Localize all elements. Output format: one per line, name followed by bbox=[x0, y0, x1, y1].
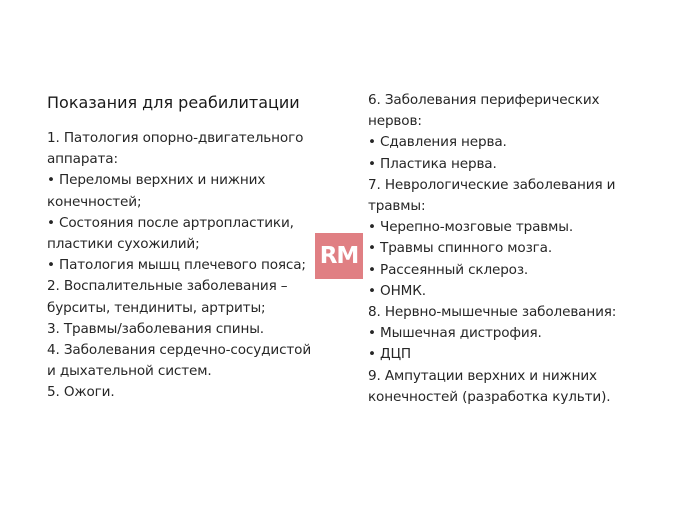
text-line: конечностей; bbox=[47, 193, 142, 210]
text-line: • Черепно-мозговые травмы. bbox=[368, 219, 573, 236]
text-line: и дыхательной систем. bbox=[47, 363, 212, 380]
right-column bbox=[368, 90, 658, 408]
text-line: нервов: bbox=[368, 113, 422, 130]
text-line: 5. Ожоги. bbox=[47, 384, 115, 401]
text-line: • Переломы верхних и нижних bbox=[47, 172, 266, 189]
text-line: травмы: bbox=[368, 198, 426, 215]
text-line: • Сдавления нерва. bbox=[368, 134, 507, 151]
text-line: • Рассеянный склероз. bbox=[368, 261, 529, 278]
watermark-logo bbox=[315, 233, 363, 279]
text-line: 7. Неврологические заболевания и bbox=[368, 176, 616, 193]
text-line: 4. Заболевания сердечно-сосудистой bbox=[47, 342, 312, 359]
watermark-text: RM bbox=[319, 243, 359, 269]
text-line: • Мышечная дистрофия. bbox=[368, 325, 542, 342]
text-line: • Травмы спинного мозга. bbox=[368, 240, 552, 257]
text-line: 9. Ампутации верхних и нижних bbox=[368, 367, 597, 384]
text-line: 6. Заболевания периферических bbox=[368, 92, 600, 108]
text-line: • Состояния после артропластики, bbox=[47, 214, 294, 231]
text-line: • ОНМК. bbox=[368, 282, 426, 299]
page-title: Показания для реабилитации bbox=[47, 93, 300, 112]
text-line: 2. Воспалительные заболевания – bbox=[47, 278, 288, 295]
text-line: пластики сухожилий; bbox=[47, 236, 200, 253]
text-line: • Патология мышц плечевого пояса; bbox=[47, 257, 306, 274]
text-line: 1. Патология опорно-двигательного bbox=[47, 130, 304, 146]
left-column bbox=[47, 128, 347, 404]
text-line: бурситы, тендиниты, артриты; bbox=[47, 299, 266, 316]
text-line: 3. Травмы/заболевания спины. bbox=[47, 320, 264, 337]
text-line: аппарата: bbox=[47, 151, 118, 168]
text-line: • ДЦП bbox=[368, 346, 411, 363]
text-line: 8. Нервно-мышечные заболевания: bbox=[368, 304, 617, 321]
text-line: конечностей (разработка культи). bbox=[368, 388, 611, 405]
text-line: • Пластика нерва. bbox=[368, 155, 497, 172]
